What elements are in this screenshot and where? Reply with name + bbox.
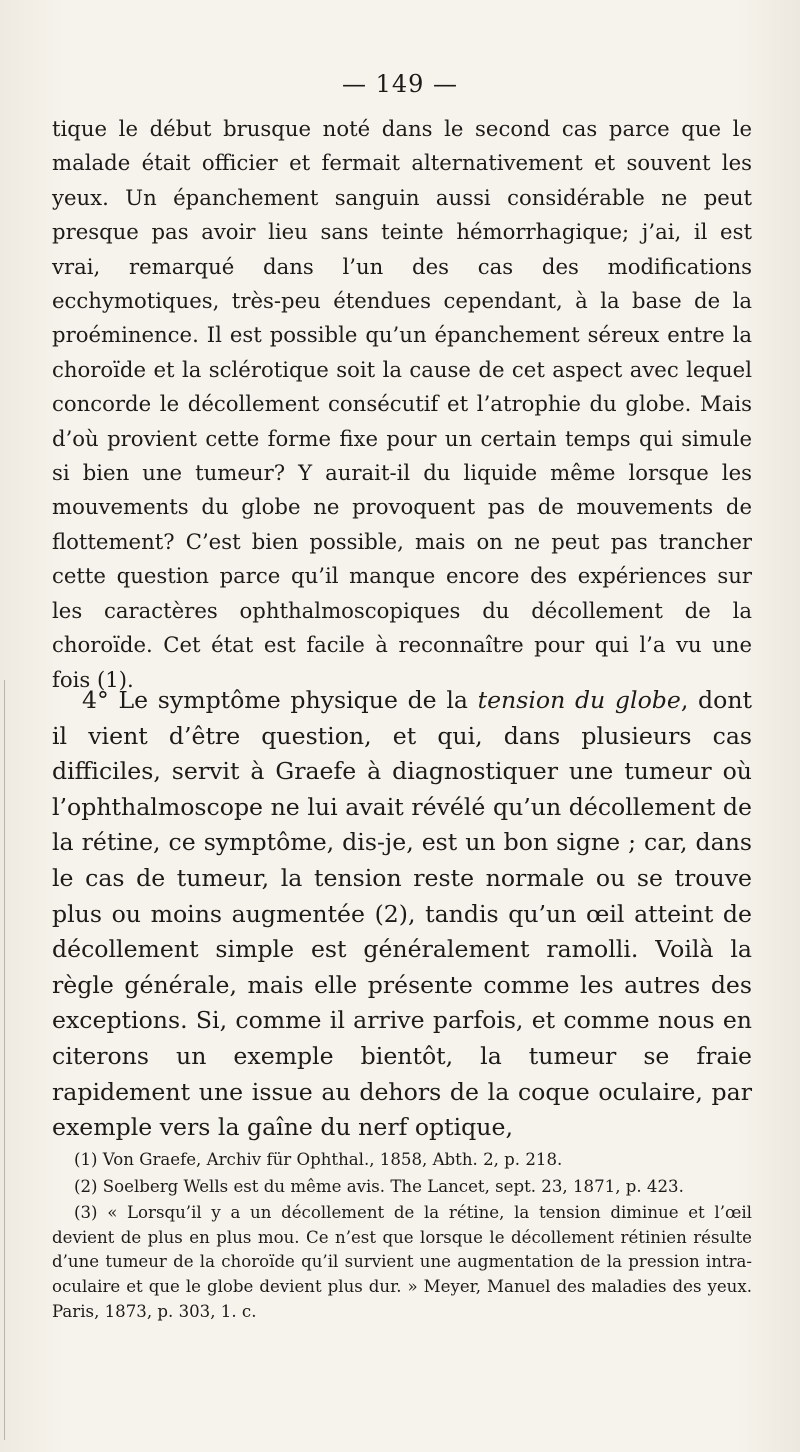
paragraph-2 [52,683,752,1146]
paragraph-1: tique le début brusque noté dans le second cas parce que le malade était officier et fermait alternativement et souvent les yeux. Un épanchement sanguin aussi considérable ne peut presque pas avoir lieu sans teinte hémorrhagique; j’ai, il est vrai, remarqué dans l’un des cas des modifications ecchymotiques, très-peu étendues cependant, à la base de la proéminence. Il est possible qu’un épanchement séreux entre la choroïde et la sclérotique soit la cause de cet aspect avec lequel concorde le décollement consécutif et l’atrophie du globe. Mais d’où provient cette forme fixe pour un certain temps qui simule si bien une tumeur? Y aurait-il du liquide même lorsque les mouvements du globe ne provoquent pas de mouvements de flottement? C’est bien possible, mais on ne peut pas trancher cette question parce qu’il manque encore des expériences sur les caractères ophthalmoscopiques du décollement de la choroïde. Cet état est facile à reconnaître pour qui l’a vu une fois (1). [52,116,752,692]
page-edge-shadow [4,680,5,1440]
paragraph-2-emphasis: tension du globe [477,686,681,714]
footnotes [52,1148,752,1326]
paragraph-2-lead: 4° Le symptôme physique de la [82,686,478,714]
footnote-3: (3) « Lorsqu’il y a un décollement de la rétine, la tension diminue et l’œil devient de plus en plus mou. Ce n’est que lorsque le décollement rétinien résulte d’une tumeur de la choroïde qu’il survient une augmentation de la pression intra-oculaire et que le globe devient plus dur. » Meyer, Manuel des maladies des yeux. Paris, 1873, p. 303, 1. c. [52,1203,752,1321]
footnote-1: (1) Von Graefe, Archiv für Ophthal., 1858, Abth. 2, p. 218. [74,1150,563,1169]
paragraph-2-rest: , dont il vient d’être question, et qui, dans plusieurs cas difficiles, servit à Graefe à diagnostiquer une tumeur où l’ophthalmoscope ne lui avait révélé qu’un décollement de la rétine, ce symptôme, dis-je, est un bon signe ; car, dans le cas de tumeur, la tension reste normale ou se trouve plus ou moins augmentée (2), tandis qu’un œil atteint de décollement simple est généralement ramolli. Voilà la règle générale, mais elle présente comme les autres des exceptions. Si, comme il arrive parfois, et comme nous en citerons un exemple bientôt, la tumeur se fraie rapidement une issue au dehors de la coque oculaire, par exemple vers la gaîne du nerf optique, [52,686,752,1142]
page-number: — 149 — [341,70,459,98]
footnote-2: (2) Soelberg Wells est du même avis. The Lancet, sept. 23, 1871, p. 423. [74,1176,684,1196]
